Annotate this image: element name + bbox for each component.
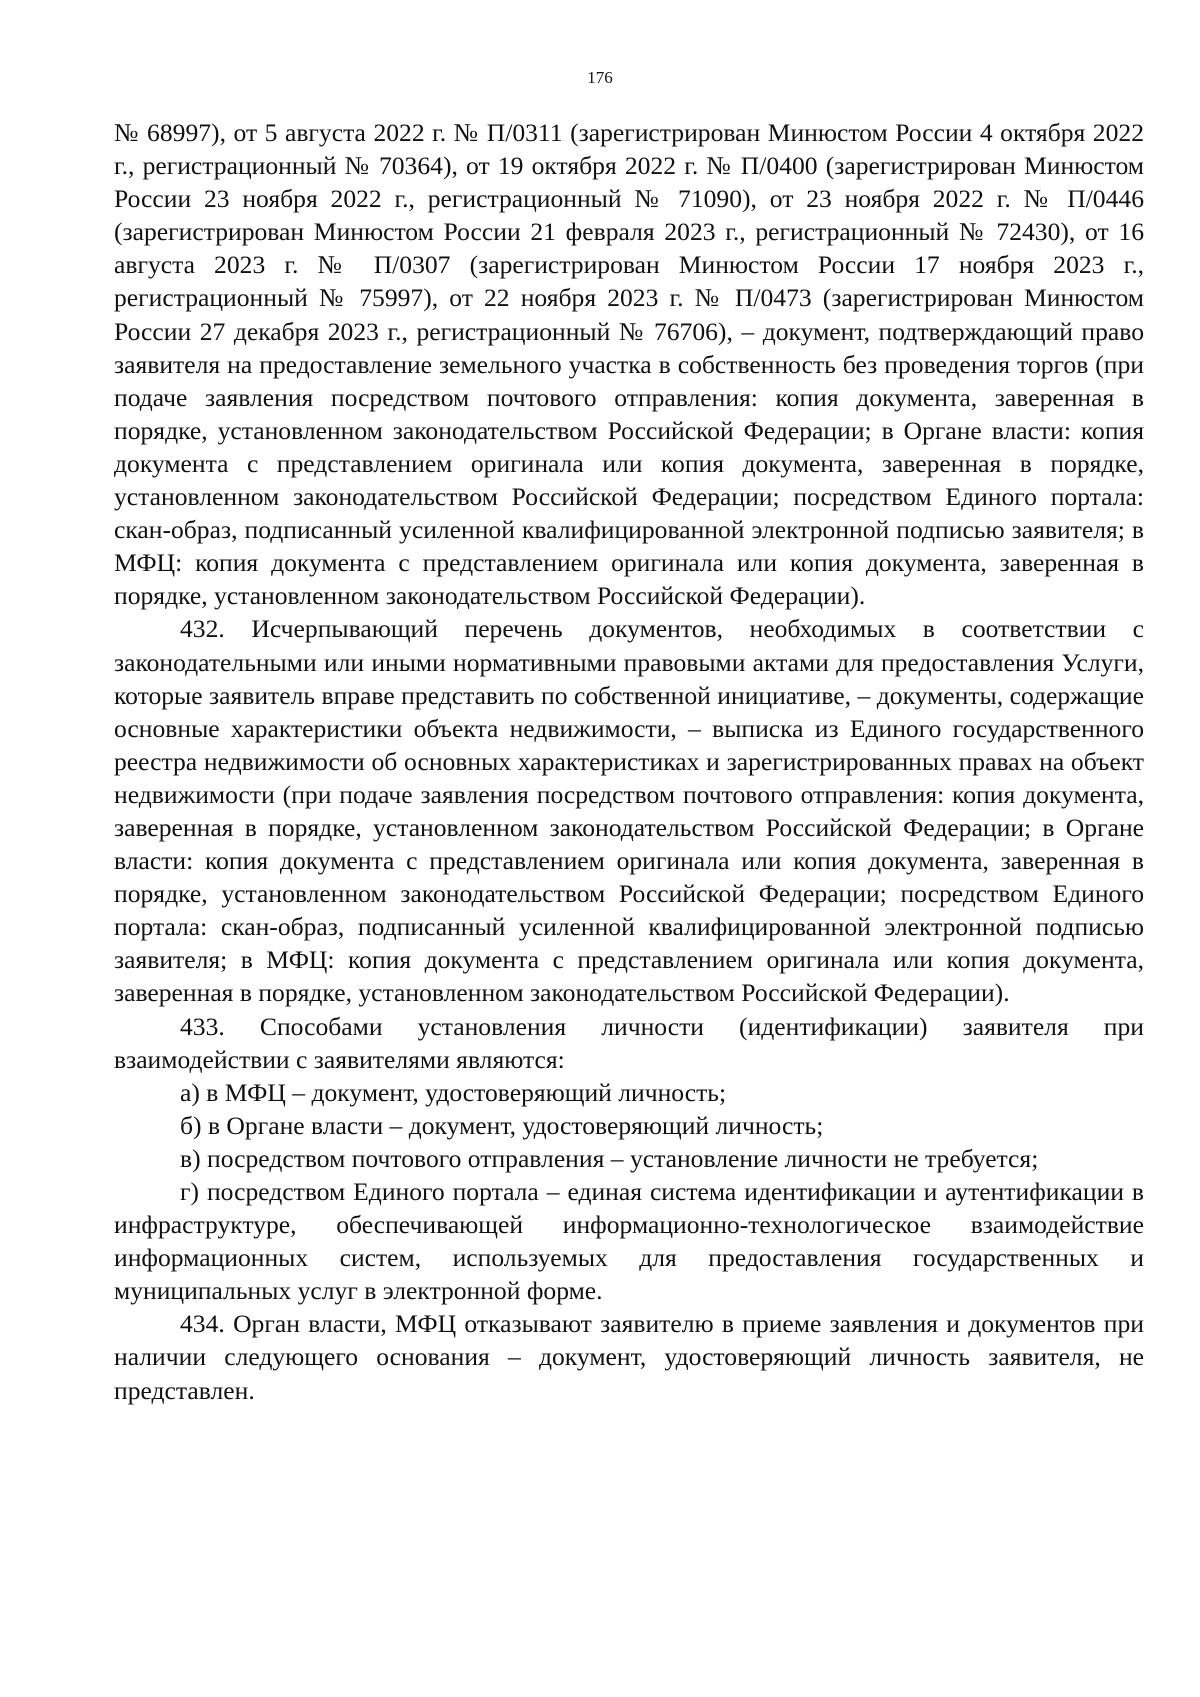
paragraph-433: 433. Способами установления личности (идентификации) заявителя при взаимодействии с заявителями являются: [114,1011,1144,1074]
list-item-a: а) в МФЦ – документ, удостоверяющий личность; [180,1077,727,1107]
document-body [114,116,1144,1407]
list-item-g: г) посредством Единого портала – единая система идентификации и аутентификации в инфраструктуре, обеспечивающей информационно-технологическое взаимодействие информационных систем, используемых для предоставления государственных и муниципальных услуг в электронной форме. [114,1177,1144,1306]
page-number: 176 [587,68,613,87]
paragraph-432: 432. Исчерпывающий перечень документов, необходимых в соответствии с законодательными или иными нормативными правовыми актами для предоставления Услуги, которые заявитель вправе представить по собственной инициативе, – документы, содержащие основные характеристики объекта недвижимости, – выписка из Единого государственного реестра недвижимости об основных характеристиках и зарегистрированных правах на объект недвижимости (при подаче заявления посредством почтового отправления: копия документа, заверенная в порядке, установленном законодательством Российской Федерации; в Органе власти: копия документа с представлением оригинала или копия документа, заверенная в порядке, установленном законодательством Российской Федерации; посредством Единого портала: скан-образ, подписанный усиленной квалифицированной электронной подписью заявителя; в МФЦ: копия документа с представлением оригинала или копия документа, заверенная в порядке, установленном законодательством Российской Федерации). [114,614,1144,1008]
paragraph-434: 434. Орган власти, МФЦ отказывают заявителю в приеме заявления и документов при наличии следующего основания – документ, удостоверяющий личность заявителя, не представлен. [114,1309,1144,1405]
list-item-v: в) посредством почтового отправления – установление личности не требуется; [180,1143,1039,1173]
list-item-b: б) в Органе власти – документ, удостоверяющий личность; [180,1110,824,1140]
paragraph-continuation: № 68997), от 5 августа 2022 г. № П/0311 (зарегистрирован Минюстом России 4 октября 2022 г., регистрационный № 70364), от 19 октября 2022 г. № П/0400 (зарегистрирован Минюстом России 23 ноября 2022 г., регистрационный № 71090), от 23 ноября 2022 г. № П/0446 (зарегистрирован Минюстом России 21 февраля 2023 г., регистрационный № 72430), от 16 августа 2023 г. № П/0307 (зарегистрирован Минюстом России 17 ноября 2023 г., регистрационный № 75997), от 22 ноября 2023 г. № П/0473 (зарегистрирован Минюстом России 27 декабря 2023 г., регистрационный № 76706), – документ, подтверждающий право заявителя на предоставление земельного участка в собственность без проведения торгов (при подаче заявления посредством почтового отправления: копия документа, заверенная в порядке, установленном законодательством Российской Федерации; в Органе власти: копия документа с представлением оригинала или копия документа, заверенная в порядке, установленном законодательством Российской Федерации; посредством Единого портала: скан-образ, подписанный усиленной квалифицированной электронной подписью заявителя; в МФЦ: копия документа с представлением оригинала или копия документа, заверенная в порядке, установленном законодательством Российской Федерации). [114,118,1144,611]
